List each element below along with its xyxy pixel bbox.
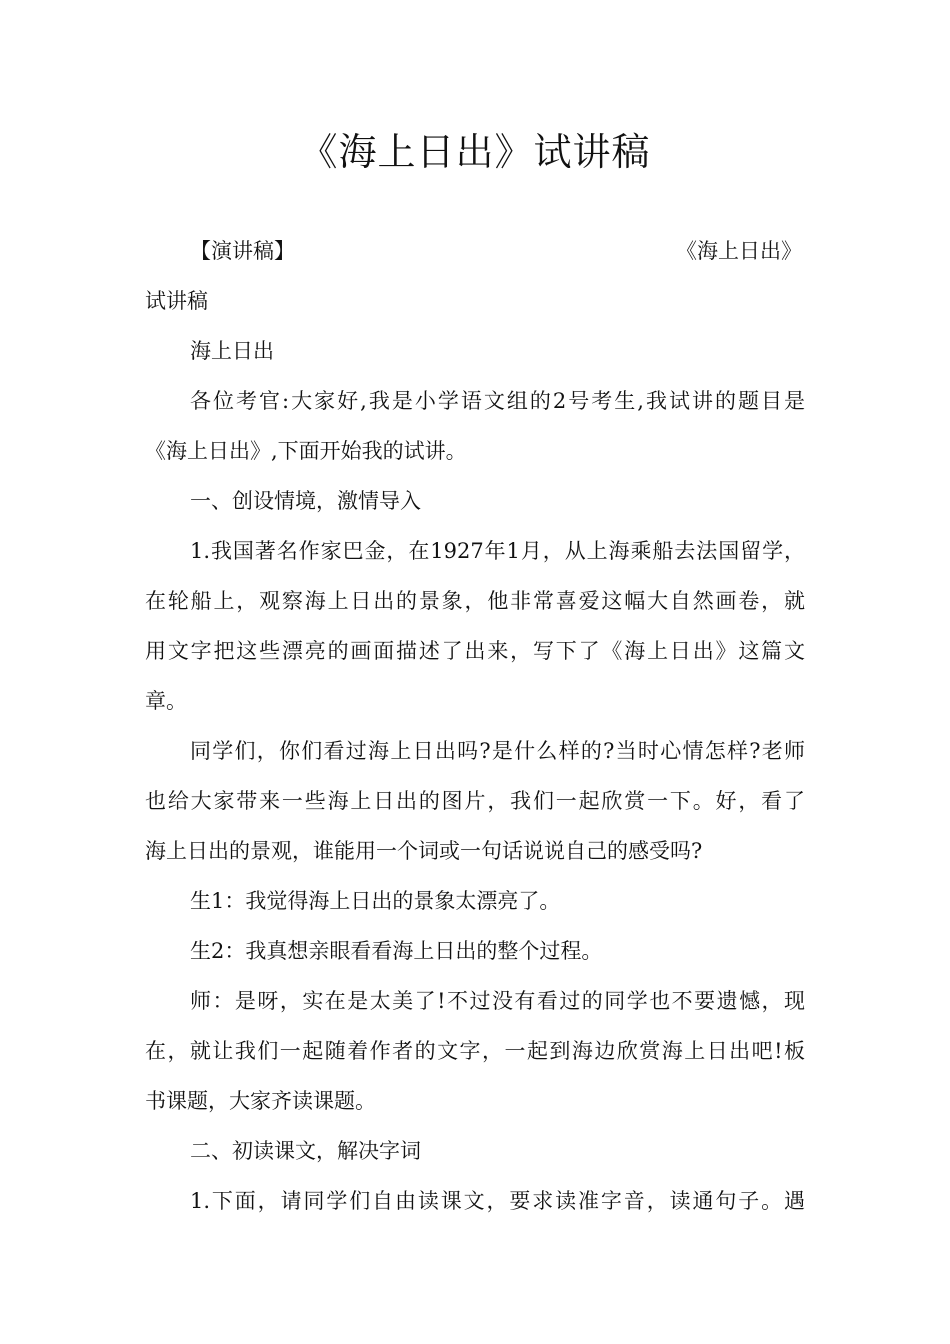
paragraph-line: 师：是呀，实在是太美了!不过没有看过的同学也不要遗憾，现 <box>190 989 805 1013</box>
section-heading: 一、创设情境，激情导入 <box>190 489 421 513</box>
paragraph-line: 书课题，大家齐读课题。 <box>145 1089 376 1113</box>
paragraph-line: 用文字把这些漂亮的画面描述了出来，写下了《海上日出》这篇文 <box>145 639 805 663</box>
paragraph-line: 《海上日出》,下面开始我的试讲。 <box>145 439 467 463</box>
paragraph-line: 试讲稿 <box>145 289 208 313</box>
paragraph-line: 各位考官:大家好,我是小学语文组的2号考生,我试讲的题目是 <box>190 389 805 413</box>
paragraph-line: 生1：我觉得海上日出的景象太漂亮了。 <box>190 889 561 913</box>
paragraph-line: 同学们，你们看过海上日出吗?是什么样的?当时心情怎样?老师 <box>190 739 805 763</box>
paragraph-line: 1.我国著名作家巴金，在1927年1月，从上海乘船去法国留学， <box>190 539 805 563</box>
paragraph-line: 1.下面，请同学们自由读课文，要求读准字音，读通句子。遇 <box>190 1189 805 1213</box>
header-tag: 【演讲稿】 <box>190 239 295 263</box>
paragraph-line: 在，就让我们一起随着作者的文字，一起到海边欣赏海上日出吧!板 <box>145 1039 805 1063</box>
paragraph-line: 也给大家带来一些海上日出的图片，我们一起欣赏一下。好，看了 <box>145 789 805 813</box>
paragraph-line: 海上日出的景观，谁能用一个词或一句话说说自己的感受吗? <box>145 839 703 863</box>
paragraph-line: 生2：我真想亲眼看看海上日出的整个过程。 <box>190 939 603 963</box>
section-heading: 二、初读课文，解决字词 <box>190 1139 421 1163</box>
paragraph-line: 海上日出 <box>190 339 274 363</box>
document-title: 《海上日出》试讲稿 <box>299 130 651 174</box>
paragraph-line: 在轮船上，观察海上日出的景象，他非常喜爱这幅大自然画卷，就 <box>145 589 805 613</box>
header-right-title: 《海上日出》 <box>676 239 802 263</box>
paragraph-line: 章。 <box>145 689 187 713</box>
